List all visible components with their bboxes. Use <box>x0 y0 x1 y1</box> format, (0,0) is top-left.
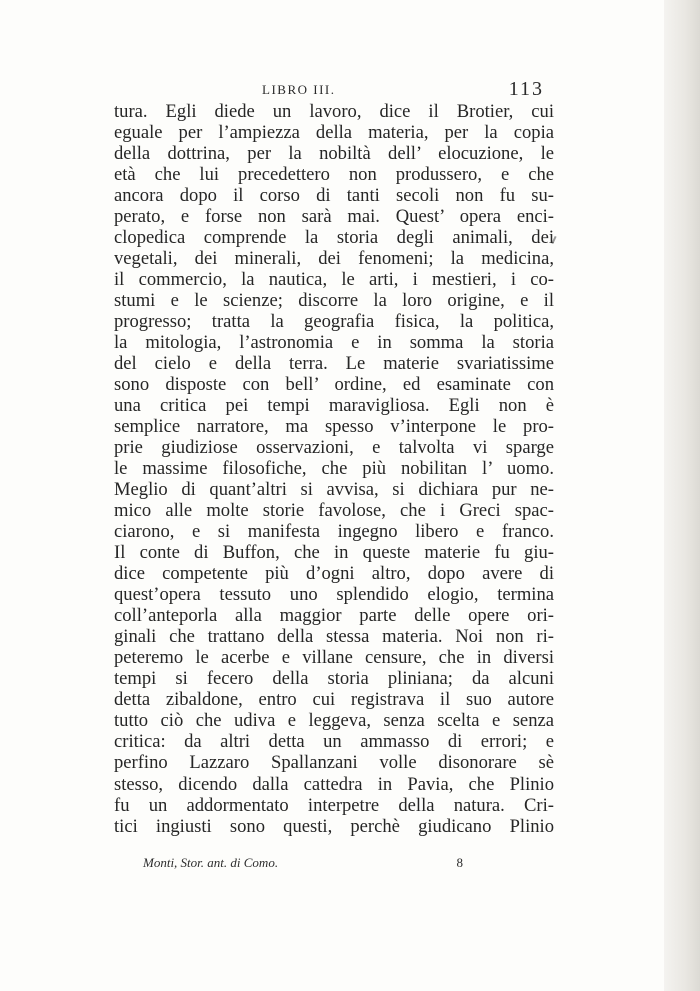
text-line: prie giudiziose osservazioni, e talvolta vi sparge <box>114 437 554 459</box>
text-line: ancora dopo il corso di tanti secoli non fu su- <box>114 185 554 207</box>
text-line: ginali che trattano della stessa materia. Noi non ri- <box>114 626 554 648</box>
running-title: LIBRO III. <box>262 82 336 97</box>
text-line: vegetali, dei minerali, dei fenomeni; la medicina, <box>114 248 554 270</box>
body-text <box>114 101 554 837</box>
text-line: della dottrina, per la nobiltà dell’ elocuzione, le <box>114 143 554 165</box>
text-line: progresso; tratta la geografia fisica, la politica, <box>114 311 554 333</box>
text-line: del cielo e della terra. Le materie svariatissime <box>114 353 554 375</box>
text-line: le massime filosofiche, che più nobilitan l’ uomo. <box>114 458 554 480</box>
text-line: tura. Egli diede un lavoro, dice il Brotier, cui <box>114 101 554 122</box>
text-line: peteremo le acerbe e villane censure, che in diversi <box>114 647 554 669</box>
text-line: perfino Lazzaro Spallanzani volle disonorare sè <box>114 752 554 774</box>
text-line: perato, e forse non sarà mai. Quest’ opera enci- <box>114 206 554 228</box>
page-number: 113 <box>508 78 544 100</box>
text-line: età che lui precedettero non produssero, e che <box>114 164 554 186</box>
text-line: fu un addormentato interpetre della natura. Cri- <box>114 794 554 816</box>
signature-mark: 8 <box>456 855 463 870</box>
text-line: clopedica comprende la storia degli animali, dei <box>114 227 554 249</box>
text-line: tempi si fecero della storia pliniana; da alcuni <box>114 668 554 690</box>
text-line: la mitologia, l’astronomia e in somma la storia <box>114 332 554 354</box>
text-line: critica: da altri detta un ammasso di errori; e <box>114 731 554 753</box>
text-line: ciarono, e si manifesta ingegno libero e franco. <box>114 521 554 543</box>
page-footer <box>143 855 463 875</box>
text-line: eguale per l’ampiezza della materia, per la copia <box>114 122 554 144</box>
text-line: stesso, dicendo dalla cattedra in Pavia, che Plinio <box>114 773 554 795</box>
text-line: tutto ciò che udiva e leggeva, senza scelta e senza <box>114 710 554 732</box>
text-line: mico alle molte storie favolose, che i Greci spac- <box>114 500 554 522</box>
text-line: Il conte di Buffon, che in queste materie fu giu- <box>114 542 554 564</box>
text-line: Meglio di quant’altri si avvisa, si dichiara pur ne- <box>114 479 554 501</box>
text-line: una critica pei tempi maravigliosa. Egli non è <box>114 395 554 417</box>
text-line: sono disposte con bell’ ordine, ed esaminate con <box>114 374 554 396</box>
scan-edge <box>664 0 700 991</box>
text-line: quest’opera tessuto uno splendido elogio, termina <box>114 584 554 606</box>
text-line: dice competente più d’ogni altro, dopo avere di <box>114 563 554 585</box>
text-line: semplice narratore, ma spesso v’interpone le pro- <box>114 416 554 438</box>
footer-source: Monti, Stor. ant. di Como. <box>143 855 279 870</box>
text-line: detta zibaldone, entro cui registrava il suo autore <box>114 689 554 711</box>
text-line: tici ingiusti sono questi, perchè giudicano Plinio <box>114 815 554 837</box>
text-line: coll’anteporla alla maggior parte delle opere ori- <box>114 605 554 627</box>
text-line: il commercio, la nautica, le arti, i mestieri, i co- <box>114 269 554 291</box>
text-line: stumi e le scienze; discorre la loro origine, e il <box>114 290 554 312</box>
running-head <box>114 78 544 102</box>
